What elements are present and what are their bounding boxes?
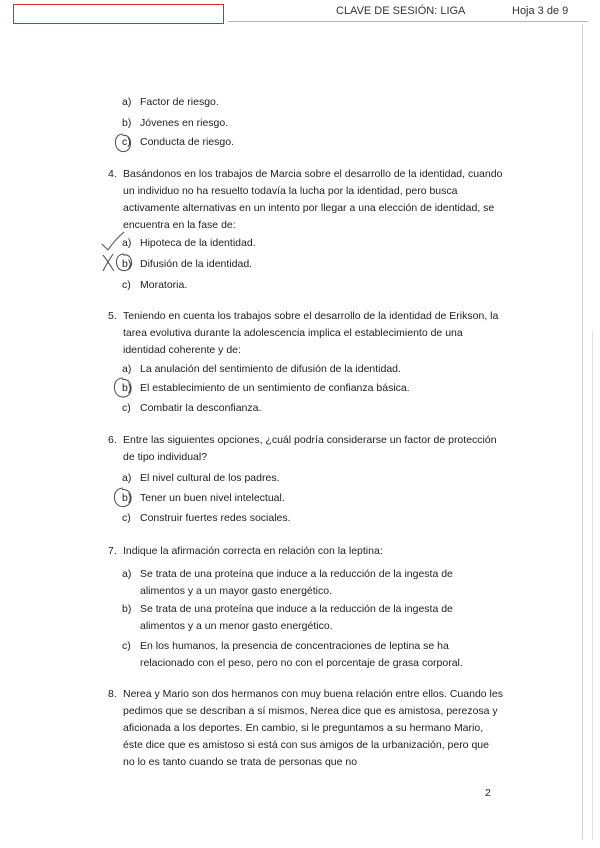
option-letter: b) [122,382,132,394]
circle-mark-q5-b [112,376,134,400]
option-text: La anulación del sentimiento de difusión de la identidad. [140,363,401,375]
page-number: 2 [485,787,491,799]
question-text: Nerea y Mario son dos hermanos con muy buena relación entre ellos. Cuando les pedimos que se describan a sí mismos, Nerea dice que es amistosa, perezosa y aficionada a los deportes. En cambio, si le preguntamos a su hermano Mario, éste dice que es amistoso si está con sus amigos de la urbanización, pero que no lo es tanto cuando se trata de personas que no [123,688,503,768]
option-letter: a) [122,568,132,580]
question-5 [108,308,503,359]
question-4 [108,166,503,234]
option-letter: b) [122,492,132,504]
question-text: Teniendo en cuenta los trabajos sobre el desarrollo de la identidad de Erikson, la tarea evolutiva durante la adolescencia implica el establecimiento de una identidad coherente y de: [123,310,499,356]
question-number: 4. [108,168,117,180]
check-mark-q4-a [100,230,126,252]
question-text: Entre las siguientes opciones, ¿cuál podría considerarse un factor de protección de tipo individual? [123,434,497,463]
scan-edge-line-2 [592,330,593,840]
option-letter: c) [122,402,131,414]
option-text: Construir fuertes redes sociales. [140,512,291,524]
question-number: 6. [108,434,117,446]
option-letter: a) [122,363,132,375]
sheet-counter: Hoja 3 de 9 [512,5,569,17]
option-text: El establecimiento de un sentimiento de confianza básica. [140,382,410,394]
cross-mark-q4-b [100,251,136,275]
option-text: El nivel cultural de los padres. [140,472,280,484]
option-letter: c) [122,512,131,524]
option-letter: a) [122,96,132,108]
option-letter: c) [122,279,131,291]
option-text: Jóvenes en riesgo. [140,117,229,129]
question-7 [108,543,503,560]
option-text: Moratoria. [140,279,188,291]
option-text: Se trata de una proteína que induce a la reducción de la ingesta de alimentos y a un mayor gasto energético. [140,568,453,597]
option-letter: a) [122,472,132,484]
option-letter: c) [122,640,131,652]
option-text: Se trata de una proteína que induce a la reducción de la ingesta de alimentos y a un menor gasto energético. [140,603,453,632]
question-text: Indique la afirmación correcta en relación con la leptina: [123,545,383,557]
option-text: Tener un buen nivel intelectual. [140,492,285,504]
option-text: Conducta de riesgo. [140,136,234,148]
option-letter: b) [122,258,132,270]
header-rule [228,21,588,22]
redacted-name-box [13,4,224,24]
question-6 [108,432,503,466]
circle-mark-prev-c [113,132,133,154]
option-letter: c) [122,136,131,148]
question-number: 5. [108,310,117,322]
circle-mark-q6-b [112,486,134,510]
option-letter: b) [122,117,132,129]
option-text: Hipoteca de la identidad. [140,237,256,249]
option-letter: b) [122,603,132,615]
option-letter: a) [122,237,132,249]
question-8 [108,686,503,771]
option-text: Combatir la desconfianza. [140,402,262,414]
session-key: CLAVE DE SESIÓN: LIGA [336,5,466,17]
question-number: 7. [108,545,117,557]
scan-edge-line [582,24,583,839]
option-text: Difusión de la identidad. [140,258,253,270]
option-text: Factor de riesgo. [140,96,219,108]
question-number: 8. [108,688,117,700]
question-text: Basándonos en los trabajos de Marcia sobre el desarrollo de la identidad, cuando un individuo no ha resuelto todavía la lucha por la identidad, pero busca activamente alternativas en un intento por llegar a una elección de identidad, se encuentra en la fase de: [123,168,503,231]
option-text: En los humanos, la presencia de concentraciones de leptina se ha relacionado con el peso, pero no con el porcentaje de grasa corporal. [140,640,463,669]
